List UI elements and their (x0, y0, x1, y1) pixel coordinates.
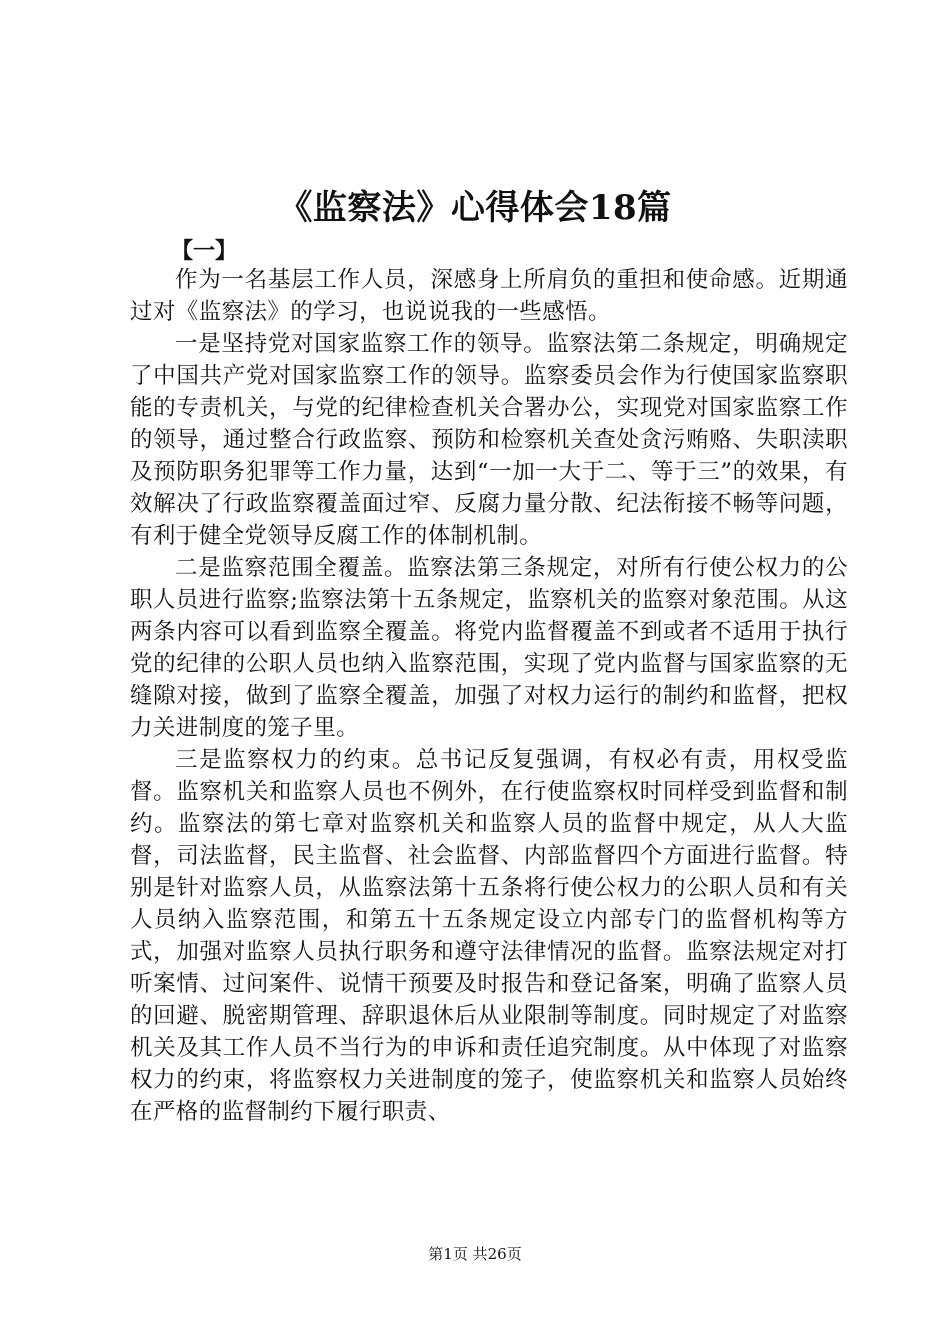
section-label: 【一】 (171, 238, 238, 264)
page-footer: 第1页 共26页 (428, 1245, 522, 1263)
document-body (130, 264, 848, 1128)
paragraph-party-leadership: 一是坚持党对国家监察工作的领导。监察法第二条规定，明确规定了中国共产党对国家监察工作的领导。监察委员会作为行使国家监察职能的专责机关，与党的纪律检查机关合署办公，实现党对国家监察工作的领导，通过整合行政监察、预防和检察机关查处贪污贿赂、失职渎职及预防职务犯罪等工作力量，达到“一加一大于二、等于三”的效果，有效解决了行政监察覆盖面过窄、反腐力量分散、纪法衔接不畅等问题，有利于健全党领导反腐工作的体制机制。 (130, 331, 848, 549)
paragraph-intro: 作为一名基层工作人员，深感身上所肩负的重担和使命感。近期通过对《监察法》的学习，也说说我的一些感悟。 (130, 267, 848, 325)
paragraph-full-coverage: 二是监察范围全覆盖。监察法第三条规定，对所有行使公权力的公职人员进行监察;监察法第十五条规定，监察机关的监察对象范围。从这两条内容可以看到监察全覆盖。将党内监督覆盖不到或者不适用于执行党的纪律的公职人员也纳入监察范围，实现了党内监督与国家监察的无缝隙对接，做到了监察全覆盖，加强了对权力运行的制约和监督，把权力关进制度的笼子里。 (130, 555, 848, 741)
paragraph-power-constraint: 三是监察权力的约束。总书记反复强调，有权必有责，用权受监督。监察机关和监察人员也不例外，在行使监察权时同样受到监督和制约。监察法的第七章对监察机关和监察人员的监督中规定，从人大监督，司法监督，民主监督、社会监督、内部监督四个方面进行监督。特别是针对监察人员，从监察法第十五条将行使公权力的公职人员和有关人员纳入监察范围，和第五十五条规定设立内部专门的监督机构等方式，加强对监察人员执行职务和遵守法律情况的监督。监察法规定对打听案情、过问案件、说情干预要及时报告和登记备案，明确了监察人员的回避、脱密期管理、辞职退休后从业限制等制度。同时规定了对监察机关及其工作人员不当行为的申诉和责任追究制度。从中体现了对监察权力的约束，将监察权力关进制度的笼子，使监察机关和监察人员始终在严格的监督制约下履行职责、 (130, 747, 848, 1125)
page-title: 《监察法》心得体会18篇 (278, 188, 672, 228)
